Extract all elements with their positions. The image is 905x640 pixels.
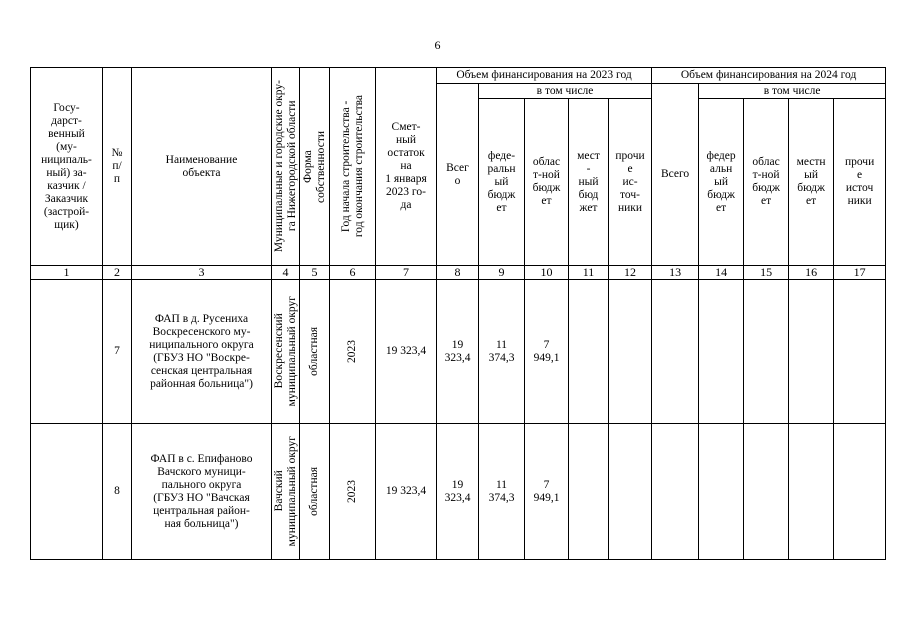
- row-other-2023: [609, 424, 652, 560]
- header-npp: № п/ п: [103, 68, 132, 266]
- column-number: 9: [479, 266, 525, 280]
- row-local-2023: [569, 280, 609, 424]
- row-object-name: ФАП в с. Епифаново Вачского муници- пального округа (ГБУЗ НО "Вачская центральная район- ная больница"): [132, 424, 272, 560]
- row-regional-2023: 7 949,1: [525, 424, 569, 560]
- header-other-2023: прочи е ис- точ- ники: [609, 99, 652, 266]
- row-other-2023: [609, 280, 652, 424]
- header-including-2023: в том числе: [479, 84, 652, 99]
- row-municipality: Воскресенский муниципальный округ: [272, 280, 300, 424]
- header-local-2024: местн ый бюдж ет: [789, 99, 834, 266]
- row-remainder: 19 323,4: [376, 280, 437, 424]
- row-federal-2024: [699, 424, 744, 560]
- table-row: [31, 424, 886, 560]
- column-number: 17: [834, 266, 886, 280]
- row-ownership: областная: [300, 280, 330, 424]
- column-number: 12: [609, 266, 652, 280]
- header-including-2024: в том числе: [699, 84, 886, 99]
- row-regional-2023: 7 949,1: [525, 280, 569, 424]
- row-npp: 8: [103, 424, 132, 560]
- column-number: 13: [652, 266, 699, 280]
- header-other-2024: прочи е источ ники: [834, 99, 886, 266]
- header-customer: Госу- дарст- венный (му- ниципаль- ный) за- казчик / Заказчик (застрой- щик): [31, 68, 103, 266]
- header-estimated-remainder: Смет- ный остаток на 1 января 2023 го- да: [376, 68, 437, 266]
- row-federal-2023: 11 374,3: [479, 424, 525, 560]
- header-total-2023: Всег о: [437, 84, 479, 266]
- header-total-2024: Всего: [652, 84, 699, 266]
- row-total-2024: [652, 424, 699, 560]
- row-regional-2024: [744, 280, 789, 424]
- header-regional-2024: облас т-ной бюдж ет: [744, 99, 789, 266]
- header-federal-2024: федер альн ый бюдж ет: [699, 99, 744, 266]
- column-number: 5: [300, 266, 330, 280]
- row-federal-2024: [699, 280, 744, 424]
- row-remainder: 19 323,4: [376, 424, 437, 560]
- row-other-2024: [834, 280, 886, 424]
- column-number: 4: [272, 266, 300, 280]
- column-number: 11: [569, 266, 609, 280]
- row-object-name: ФАП в д. Русениха Воскресенского му- ниципального округа (ГБУЗ НО "Воскре- сенская центральная районная больница"): [132, 280, 272, 424]
- row-total-2024: [652, 280, 699, 424]
- page-number: 6: [434, 38, 441, 52]
- header-funding-2023: Объем финансирования на 2023 год: [437, 68, 652, 84]
- header-federal-2023: феде- ральн ый бюдж ет: [479, 99, 525, 266]
- column-number: 2: [103, 266, 132, 280]
- column-number: 3: [132, 266, 272, 280]
- row-local-2023: [569, 424, 609, 560]
- header-object-name: Наименование объекта: [132, 68, 272, 266]
- row-total-2023: 19 323,4: [437, 280, 479, 424]
- row-year: 2023: [330, 424, 376, 560]
- header-municipality: Муниципальные и городские окру- га Нижегородской области: [272, 68, 300, 266]
- row-customer: [31, 280, 103, 424]
- row-local-2024: [789, 424, 834, 560]
- header-construction-years: Год начала строительства - год окончания строительства: [330, 68, 376, 266]
- column-number: 14: [699, 266, 744, 280]
- row-municipality: Вачский муниципальный округ: [272, 424, 300, 560]
- row-year: 2023: [330, 280, 376, 424]
- row-local-2024: [789, 280, 834, 424]
- column-number: 7: [376, 266, 437, 280]
- header-funding-2024: Объем финансирования на 2024 год: [652, 68, 886, 84]
- row-customer: [31, 424, 103, 560]
- header-regional-2023: облас т-ной бюдж ет: [525, 99, 569, 266]
- column-number: 10: [525, 266, 569, 280]
- financing-table: [30, 67, 886, 560]
- row-federal-2023: 11 374,3: [479, 280, 525, 424]
- table-row: [31, 280, 886, 424]
- column-number: 15: [744, 266, 789, 280]
- row-npp: 7: [103, 280, 132, 424]
- column-number: 6: [330, 266, 376, 280]
- column-number: 16: [789, 266, 834, 280]
- column-number: 8: [437, 266, 479, 280]
- row-regional-2024: [744, 424, 789, 560]
- column-number: 1: [31, 266, 103, 280]
- header-local-2023: мест - ный бюд жет: [569, 99, 609, 266]
- row-other-2024: [834, 424, 886, 560]
- column-number-row: [31, 266, 886, 280]
- row-total-2023: 19 323,4: [437, 424, 479, 560]
- header-ownership: Форма собственности: [300, 68, 330, 266]
- row-ownership: областная: [300, 424, 330, 560]
